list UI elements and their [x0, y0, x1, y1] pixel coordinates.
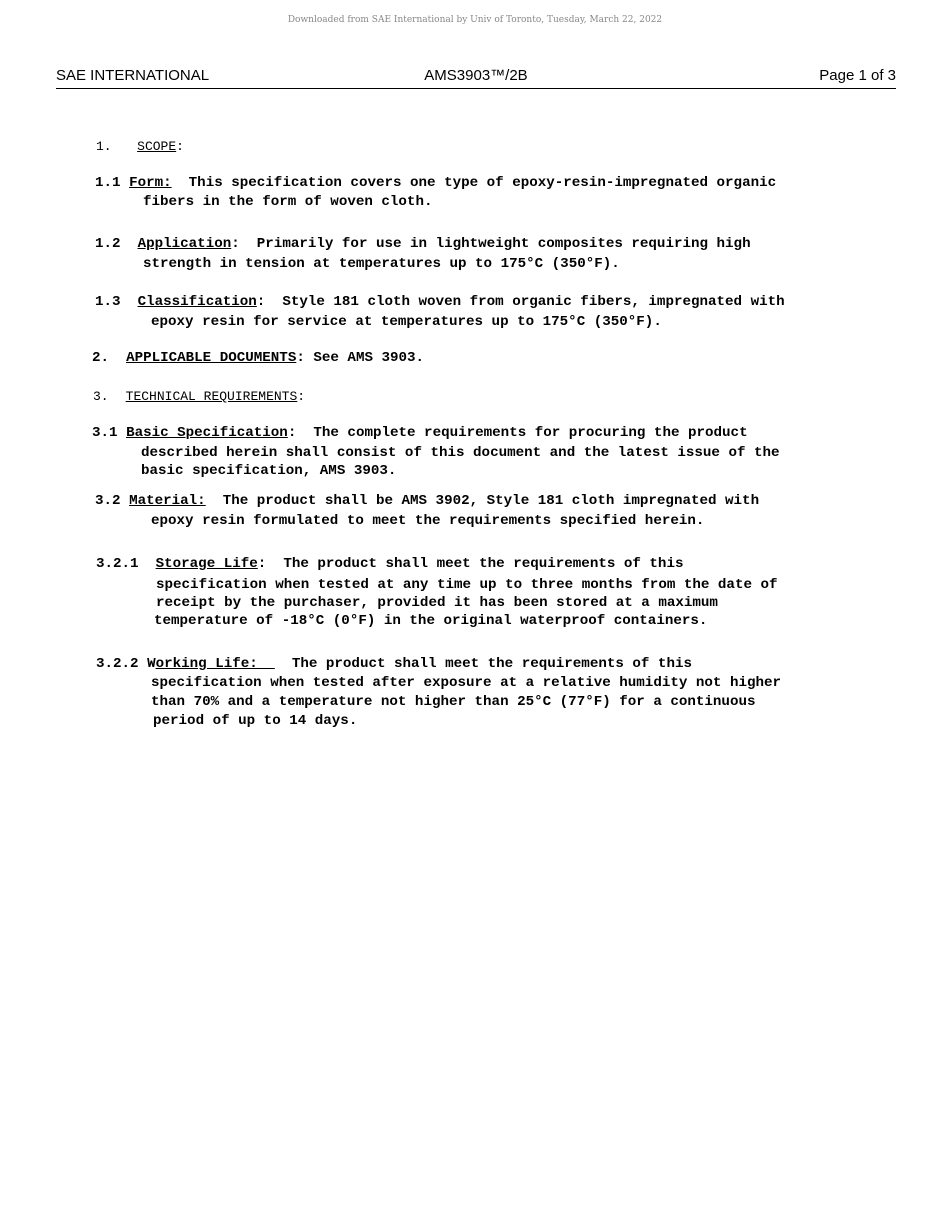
- section-1-3-line-2: epoxy resin for service at temperatures up to 175°C (350°F).: [151, 314, 662, 330]
- section-1-3-line-1: 1.3 Classification: Style 181 cloth woven from organic fibers, impregnated with: [95, 294, 785, 310]
- header-doc-id: AMS3903™/2B: [424, 67, 528, 84]
- section-3-1-line-3: basic specification, AMS 3903.: [141, 463, 397, 479]
- section-3-2-line-2: epoxy resin formulated to meet the requirements specified herein.: [151, 513, 705, 529]
- section-1-title: SCOPE: [137, 139, 177, 154]
- section-1-2-title: Application: [137, 236, 232, 252]
- section-3-2-2-line-4: period of up to 14 days.: [153, 713, 358, 729]
- section-3-2-1-line-3: receipt by the purchaser, provided it has been stored at a maximum: [156, 595, 718, 611]
- section-2-title: APPLICABLE DOCUMENTS: [126, 350, 297, 366]
- section-3-2-line-1: 3.2 Material: The product shall be AMS 3902, Style 181 cloth impregnated with: [95, 493, 760, 509]
- section-3-2-1-line-2: specification when tested at any time up to three months from the date of: [156, 577, 778, 593]
- section-3-2-title: Material:: [129, 493, 206, 509]
- section-3-title: TECHNICAL REQUIREMENTS: [125, 389, 298, 404]
- section-1-2-line-1: 1.2 Application: Primarily for use in lightweight composites requiring high: [95, 236, 751, 252]
- section-3-2-2-line-1: 3.2.2 Working Life: The product shall meet the requirements of this: [96, 656, 692, 672]
- section-3-2-2-title: orking Life:: [155, 656, 275, 672]
- section-1-1-line-2: fibers in the form of woven cloth.: [143, 194, 433, 210]
- section-3-1-line-2: described herein shall consist of this document and the latest issue of the: [141, 445, 780, 461]
- page-header: [56, 66, 896, 89]
- section-3-2-2-line-2: specification when tested after exposure at a relative humidity not higher: [151, 675, 782, 691]
- section-3-1-line-1: 3.1 Basic Specification: The complete requirements for procuring the product: [92, 425, 748, 441]
- section-1-3-title: Classification: [137, 294, 257, 310]
- section-1-1-title: Form:: [129, 175, 172, 191]
- section-1-heading: 1. SCOPE:: [96, 139, 184, 154]
- section-3-2-1-line-1: 3.2.1 Storage Life: The product shall meet the requirements of this: [96, 556, 684, 572]
- section-3-heading: 3. TECHNICAL REQUIREMENTS:: [93, 389, 306, 404]
- header-org: SAE INTERNATIONAL: [56, 67, 210, 84]
- section-1-2-line-2: strength in tension at temperatures up to 175°C (350°F).: [143, 256, 620, 272]
- section-3-2-2-line-3: than 70% and a temperature not higher than 25°C (77°F) for a continuous: [151, 694, 756, 710]
- section-3-2-1-line-4: temperature of -18°C (0°F) in the original waterproof containers.: [154, 613, 708, 629]
- section-1-1-line-1: 1.1 Form: This specification covers one type of epoxy-resin-impregnated organic: [95, 175, 777, 191]
- section-2-heading: 2. APPLICABLE DOCUMENTS: See AMS 3903.: [92, 350, 425, 366]
- section-3-2-1-title: Storage Life: [155, 556, 258, 572]
- download-note: Downloaded from SAE International by Univ of Toronto, Tuesday, March 22, 2022: [287, 15, 663, 25]
- section-3-1-title: Basic Specification: [126, 425, 288, 441]
- header-page-number: Page 1 of 3: [819, 67, 896, 84]
